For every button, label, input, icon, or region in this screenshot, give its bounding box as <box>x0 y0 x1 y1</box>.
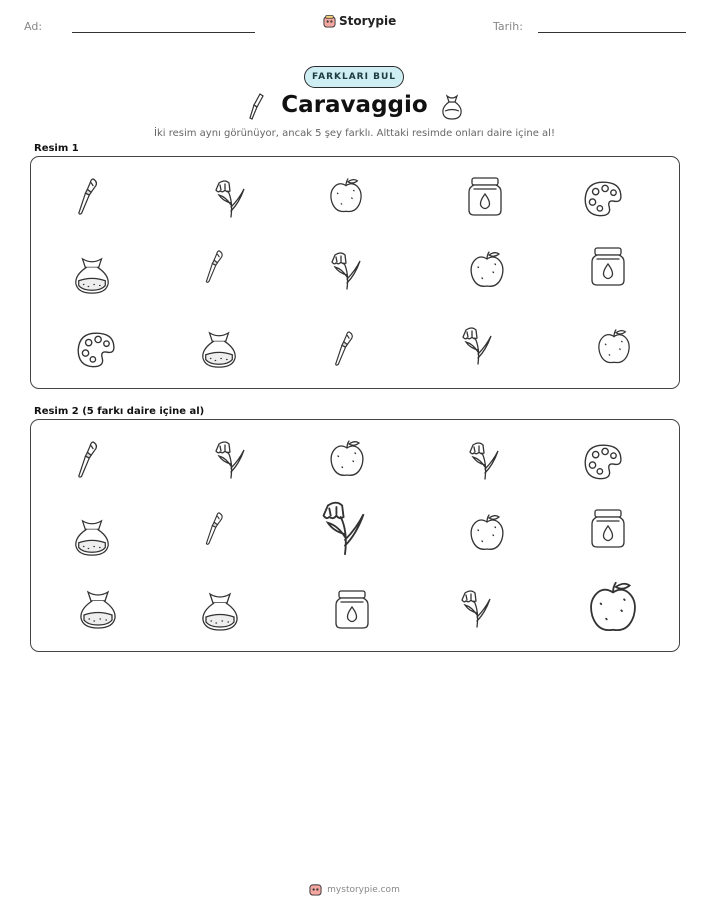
picture1-flower-icon[interactable] <box>211 175 251 221</box>
picture2-apple-icon[interactable] <box>467 513 507 555</box>
picture2-paintbrush-icon[interactable] <box>75 434 113 486</box>
picture1-paintbrush-icon[interactable] <box>332 324 368 374</box>
picture2-palette-icon[interactable] <box>580 441 626 485</box>
storypie-logo-icon <box>323 15 336 28</box>
picture1-pigment-bag-icon[interactable] <box>73 254 111 298</box>
picture1-palette-icon[interactable] <box>580 178 626 222</box>
picture1-flower-icon[interactable] <box>327 247 367 293</box>
picture1-label: Resim 1 <box>34 143 79 154</box>
picture2-flower-icon[interactable] <box>316 497 374 557</box>
date-label: Tarih: <box>493 20 523 33</box>
footer-url: mystorypie.com <box>327 884 400 895</box>
picture1-paintbrush-icon[interactable] <box>75 171 113 223</box>
picture1-paintbrush-icon[interactable] <box>203 242 237 292</box>
picture1-apple-icon[interactable] <box>467 250 507 292</box>
name-label: Ad: <box>24 20 43 33</box>
picture1-pigment-bag-icon[interactable] <box>200 328 238 372</box>
picture2-apple-icon[interactable] <box>584 580 642 638</box>
picture1-ink-jar-icon[interactable] <box>588 244 628 290</box>
picture2-ink-jar-icon[interactable] <box>332 587 372 633</box>
picture1-palette-icon[interactable] <box>73 329 119 373</box>
brand-logo <box>323 14 396 28</box>
footer-logo-icon <box>309 883 322 896</box>
footer <box>0 883 709 896</box>
picture2-pigment-bag-icon[interactable] <box>73 516 111 560</box>
picture2-apple-icon[interactable] <box>327 439 367 481</box>
picture1-apple-icon[interactable] <box>594 328 634 368</box>
title-pigment-bag-icon <box>440 93 464 121</box>
picture2-flower-icon[interactable] <box>457 585 497 631</box>
picture1-apple-icon[interactable] <box>327 176 365 218</box>
picture2-flower-icon[interactable] <box>465 437 505 483</box>
name-line[interactable] <box>72 32 255 33</box>
brand-name: Storypie <box>339 14 397 28</box>
picture2-pigment-bag-icon[interactable] <box>78 588 118 632</box>
picture2-ink-jar-icon[interactable] <box>588 506 628 552</box>
date-line[interactable] <box>538 32 686 33</box>
picture2-paintbrush-icon[interactable] <box>203 504 237 554</box>
picture1-flower-icon[interactable] <box>458 321 498 369</box>
picture2-pigment-bag-icon[interactable] <box>200 590 240 634</box>
page-title: Caravaggio <box>281 92 428 118</box>
picture2-label: Resim 2 (5 farkı daire içine al) <box>34 406 205 417</box>
instructions: İki resim aynı görünüyor, ancak 5 şey farklı. Alttaki resimde onları daire içine al! <box>154 128 555 139</box>
activity-badge: FARKLARI BUL <box>304 66 404 88</box>
picture1-ink-jar-icon[interactable] <box>465 174 505 220</box>
picture2-flower-icon[interactable] <box>211 436 251 482</box>
